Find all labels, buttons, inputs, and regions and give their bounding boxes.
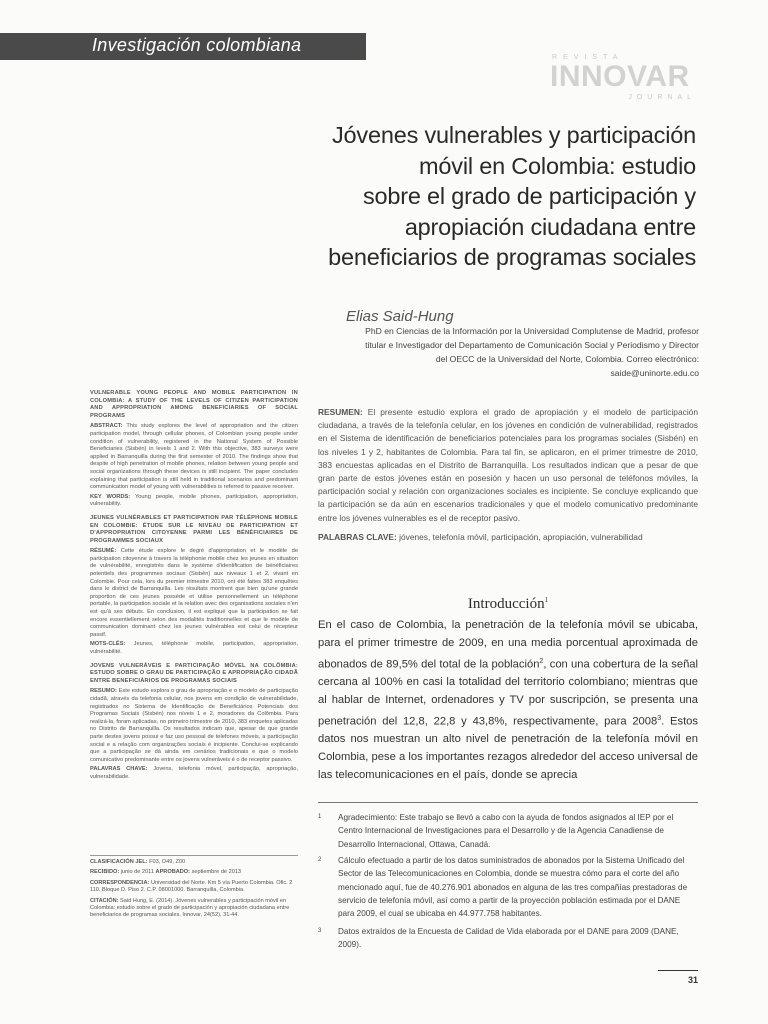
logo-bottom-text: JOURNAL [628,94,696,101]
footnote-2 [318,854,698,920]
metadata-divider [90,855,298,856]
keywords-label: PALAVRAS CHAVE: [90,766,148,773]
section-banner-label: Investigación colombiana [92,35,302,55]
introduction-heading [318,596,698,613]
received-label: RECIBIDO: [90,869,120,876]
french-abstract [90,515,298,657]
approved-label: APROBADO: [155,869,191,876]
jel-value: F03, O49, Z00 [149,859,186,865]
body-text: En el caso de Colombia, la penetración de la telefonía móvil se ubicaba, para el primer trimestre de 2009, en una media porcentual aproximada de abonados de 89,5% del total de la población [318,619,698,671]
keywords-text: Jeunes, téléphonie mobile, participation, appropriation, vulnérabilité. [90,641,298,655]
footnotes-divider [318,802,698,803]
keywords-text: Young people, mobile phones, participation, appropriation, vulnerability. [90,493,298,508]
abstracts-column [90,390,298,788]
correspondence-label: CORRESPONDENCIA: [90,879,150,886]
spanish-abstract [318,406,698,550]
footnote-number: 1 [318,814,322,820]
english-abstract [90,390,298,509]
keywords-label: MOTS-CLÉS: [90,641,126,648]
article-metadata [90,855,298,923]
author-affiliation [345,324,699,380]
received-value: junio de 2011 [120,869,154,876]
affiliation-line: titular e Investigador del Departamento de Comunicación Social y Periodismo y Director [365,340,699,350]
footnote-number: 2 [318,857,322,863]
footnote-3 [318,925,698,952]
portuguese-abstract [90,663,298,782]
abstract-label: RESUMO: [90,688,117,695]
logo-main-text: INNOVAR [550,60,690,93]
footnote-ref[interactable]: 2 [539,657,544,665]
page-number: 31 [687,975,698,985]
palabras-clave-text: jóvenes, telefonía móvil, participación, apropiación, vulnerabilidad [399,531,643,542]
footnote-ref[interactable]: 1 [544,596,549,604]
abstract-text: Este estudo explora o grau de apropriação e o modelo de participação cidadã, através da telefonia celular, nos jovens em condição de vulnerabilidade, registrados no Sistema de Identificação de Beneficiários Potenciais dos Programas Sociais (Sisbén) nos níveis 1 e 2, moradores da Colômbia. Para realizá-la, foram aplicadas, no primeiro trimestre de 2010, 383 enquetes aplicadas no Distrito de Barranquilla. Os resultados indicam que, apesar de que grande parte destes jovens possui e faz uso pessoal de telefones móveis, a participação social e a relação com organizações sociais é incipiente. Conclui-se explicando que a participação se dá ainda em cenários tradicionais e que o modelo comunicativo predominante entre os jovens vulneráveis é o de receptor passivo. [90,688,298,763]
palabras-clave-label: PALABRAS CLAVE: [318,531,397,542]
affiliation-line: PhD en Ciencias de la Información por la Universidad Complutense de Madrid, profesor [365,326,699,336]
footnote-number: 3 [318,928,322,934]
section-banner [0,33,366,60]
title-line: apropiación ciudadana entre [404,213,696,240]
title-line: beneficiarios de programas sociales [328,244,696,270]
logo-top-text: REVISTA [552,54,624,61]
french-heading: JEUNES VULNÉRABLES ET PARTICIPATION PAR TÉLÉPHONE MOBILE EN COLOMBIE: ÉTUDE SUR LE NIVEAU DE PARTICIPATION ET D'APPROPRIATION CITOYENNE PARMI LES BÉNÉFICIAIRES DE PROGRAMMES SOCIAUX [90,514,298,544]
title-line: sobre el grado de participación y [362,183,696,209]
abstract-text: Cette étude explore le degré d'appropriation et le modèle de participation citoyenne à travers la téléphonie mobile chez les jeunes en situation de vulnérabilité, enregistrés dans le système d'identification de bénéficiaires potentiels des programmes sociaux (Sisbén) aux niveaux 1 et 2, vivant en Colombie. Pour cela, lors du premier trimestre 2010, ont été faites 383 enquêtes dans le district de Barranquilla. Les résultats montrent que bien qu'une grande proportion de ces jeunes possède et utilise personnellement un téléphone portable, la participation sociale et la relation avec des organisations sociales n'en est qu'à ses débuts. En conclusion, il est expliqué que la participation se fait encore essentiellement selon des modalités traditionnelles et que le modèle de communication dominant chez les jeunes vulnérables est celui de récepteur passif. [90,548,298,638]
footnote-text: Agradecimiento: Este trabajo se llevó a cabo con la ayuda de fondos asignados al IEP por el Centro Internacional de Investigaciones para el Desarrollo y de la Agencia Canadiense de Desarrollo Internacional, Ottawa, Canadá. [338,813,674,849]
citation-label: CITACIÓN: [90,897,119,904]
footnote-ref[interactable]: 3 [657,714,662,722]
approved-value: septiembre de 2013 [191,869,242,876]
title-line: Jóvenes vulnerables y participación [332,122,696,148]
body-text: . Estos datos nos muestran un alto nivel de penetración de la telefonía móvil en Colombia, pese a los importantes rezagos alrededor del acceso universal de las telecomunicaciones en el país, donde se aprecia [318,715,698,781]
english-heading: VULNERABLE YOUNG PEOPLE AND MOBILE PARTICIPATION IN COLOMBIA: A STUDY OF THE LEVELS OF CITIZEN PARTICIPATION AND APPROPRIATION AMONG BENEFICIARIES OF SOCIAL PROGRAMS [90,390,298,419]
jel-label: CLASIFICACIÓN JEL: [90,859,148,865]
introduction-body [318,617,698,785]
keywords-label: KEY WORDS: [90,493,131,500]
author-name: Elias Said-Hung [346,308,454,325]
footnote-text: Cálculo efectuado a partir de los datos suministrados de abonados por la Sistema Unificado del Sector de las Telecomunicaciones en Colombia, donde se muestra cómo para el corte del año mencionado aquí, fue de 40.276.901 abonados en alguna de las tres compañías prestadoras de servicio de telefonía móvil, así como a partir de la proyección población estimada por el DANE para 2009, el cual se ubicaba en 44.977.758 habitantes. [338,856,688,919]
abstract-text: This study explores the level of appropriation and the citizen participation model, through cellular phones, of Colombian young people under condition of vulnerability, registered in the National System of Possible Beneficiaries (Sisbén) in levels 1 and 2. With this objective, 383 surveys were applied in Barranquilla during the first semester of 2010. The findings show that despite of high penetration of mobile phones, relation between young people and social organizations through these devices is still incipient. The paper concludes explaining that participation is still held in traditional scenarios and predominant communication model of young with vulnerabilities is referred to passive receiver. [90,423,298,491]
footnote-text: Datos extraídos de la Encuesta de Calidad de Vida elaborada por el DANE para 2009 (DANE, 2009). [338,927,679,950]
footnote-1 [318,811,698,851]
body-text: , con una cobertura de la señal cercana al 100% en casi la totalidad del territorio colombiano; mientras que al hablar de Internet, ordenadores y TV por suscripción, se presenta una penetración del 12,8, 22,8 y 43,8%, respectivamente, para 2008 [318,658,698,728]
abstract-label: RÉSUMÉ: [90,548,117,555]
keywords-text: Jovens, telefonia móvel, participação, apropriação, vulnerabilidade. [90,766,298,780]
page-number-rule [658,970,698,971]
journal-logo [552,54,698,104]
abstract-label: ABSTRACT: [90,423,123,430]
affiliation-line: del OECC de la Universidad del Norte, Colombia. Correo electrónico: saide@uninorte.edu.co [435,354,699,378]
correspondence-value: Universidad del Norte. Km 5 vía Puerto Colombia. Ofic. 2 110. Bloque D. Piso 2. C.P. 08001000. Barranquilla, Colombia. [90,879,293,894]
article-title [300,120,696,273]
citation-value: Said Hung, E. (2014). Jóvenes vulnerables y participación móvil en Colombia: estudio sobre el grado de participación y apropiación ciudadana entre beneficiarios de programas sociales. Innovar, 24(52), 31-44. [90,897,290,919]
resumen-text: El presente estudio explora el grado de apropiación y el modelo de participación ciudadana, a través de la telefonía celular, en los jóvenes en condición de vulnerabilidad, registrados en el Sistema de identificación de beneficiarios potenciales para los programas sociales (Sisbén) en los niveles 1 y 2, habitantes de Colombia. Para tal fin, se aplicaron, en el primer trimestre de 2010, 383 encuestas aplicadas en el Distrito de Barranquilla. Los resultados indican que a pesar de que gran parte de estos jóvenes están en posesión y hacen un uso personal de teléfonos móviles, la participación social y relación con organizaciones sociales es incipiente. Se concluye explicando que la participación se da aún en escenarios tradicionales y que el modelo comunicativo predominante entre los jóvenes vulnerables es el de receptor pasivo. [318,407,698,523]
introduction-heading-text: Introducción [467,596,545,612]
title-line: móvil en Colombia: estudio [419,152,696,179]
resumen-label: RESUMEN: [318,407,363,417]
portuguese-heading: JOVENS VULNERÁVEIS E PARTICIPAÇÃO MÓVEL NA COLÔMBIA: ESTUDO SOBRE O GRAU DE PARTICIPAÇÃO E APROPRIAÇÃO CIDADÃ ENTRE BENEFICIÁRIOS DE PROGRAMAS SOCIAIS [90,662,298,684]
